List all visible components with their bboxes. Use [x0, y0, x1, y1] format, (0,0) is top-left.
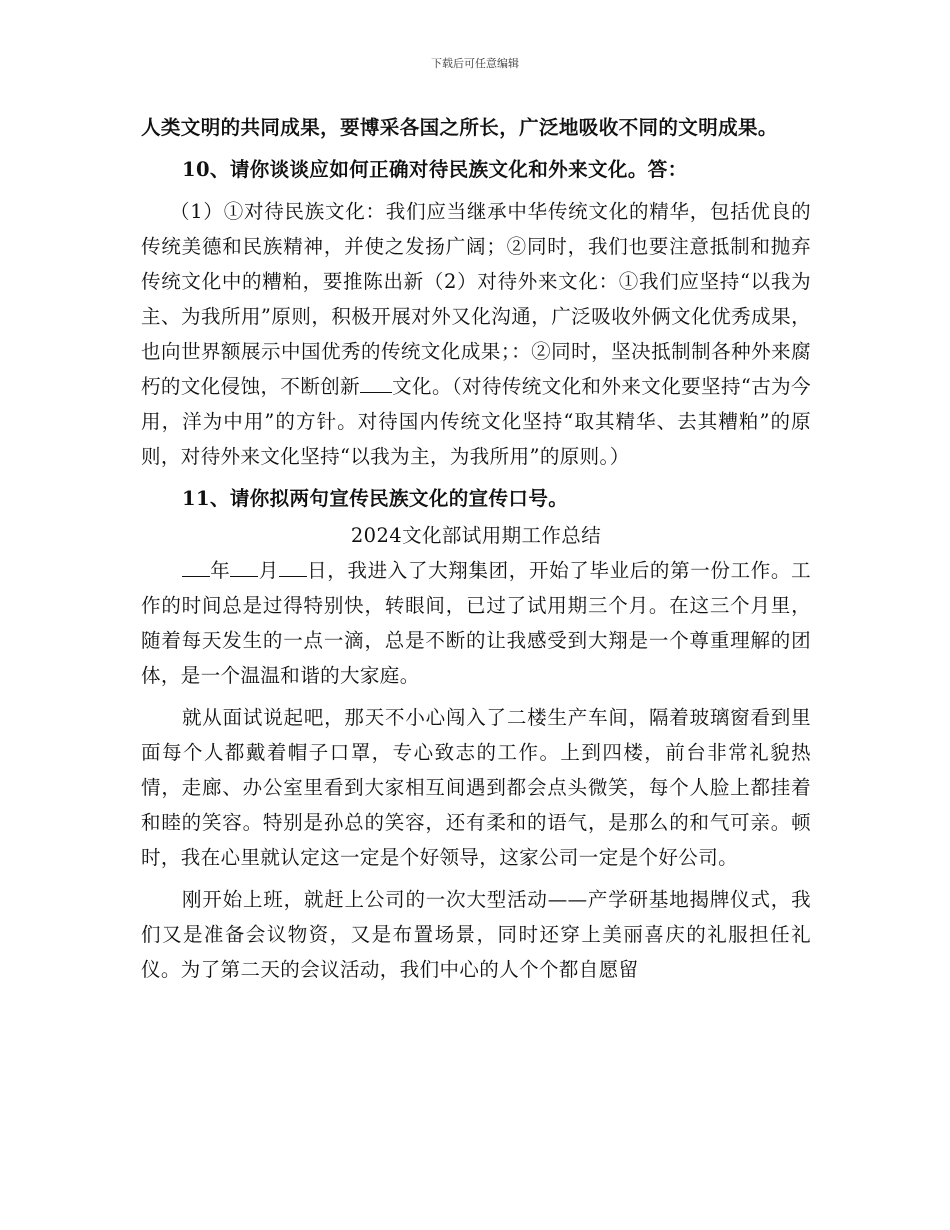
- month-label: 月: [258, 559, 279, 582]
- summary-paragraph-1: [141, 553, 811, 693]
- fill-in-blank: [360, 391, 392, 393]
- day-blank: [279, 575, 307, 577]
- year-label: 年: [210, 559, 231, 582]
- year-blank: [182, 575, 210, 577]
- answer-10-text-part2: 文化。（对待传统文化和外来文化要坚持“古为今用，洋为中用”的方针。对待国内传统文化坚持“取其精华、去其糟粕”的原则，对待外来文化坚持“以我为主，为我所用”的原则。）: [141, 375, 811, 468]
- answer-10: [141, 194, 811, 474]
- summary-paragraph-3: 刚开始上班，就赶上公司的一次大型活动——产学研基地揭牌仪式，我们又是准备会议物资，又是布置场景，同时还穿上美丽喜庆的礼服担任礼仪。为了第二天的会议活动，我们中心的人个个都自愿留: [141, 888, 811, 981]
- summary-paragraph-1-text: 日，我进入了大翔集团，开始了毕业后的第一份工作。工作的时间总是过得特别快，转眼间，已过了试用期三个月。在这三个月里，随着每天发生的一点一滴，总是不断的让我感受到大翔是一个尊重理解的团体，是一个温温和谐的大家庭。: [141, 559, 811, 687]
- paragraph-intro: 人类文明的共同成果，要博采各国之所长，广泛地吸收不同的文明成果。: [141, 116, 778, 139]
- answer-10-text-part1: （1）①对待民族文化：我们应当继承中华传统文化的精华，包括优良的传统美德和民族精神，并使之发扬广阔；②同时，我们也要注意抵制和抛弃传统文化中的糟粕，要推陈出新（2）对待外来文化：①我们应坚持“以我为主、为我所用”原则，积极开展对外又化沟通，广泛吸收外俩文化优秀成果，也向世界额展示中国优秀的传统文化成果；：②同时，坚决抵制制各种外来腐朽的文化侵蚀，不断创新: [141, 200, 811, 398]
- document-body: [141, 110, 811, 987]
- document-title: 2024文化部试用期工作总结: [350, 524, 602, 547]
- page-header: 下载后可任意编辑: [431, 57, 519, 70]
- month-blank: [230, 575, 258, 577]
- question-11: 11、请你拟两句宣传民族文化的宣传口号。: [182, 487, 569, 510]
- question-10: 10、请你谈谈应如何正确对待民族文化和外来文化。答：: [182, 158, 688, 181]
- summary-paragraph-2: 就从面试说起吧，那天不小心闯入了二楼生产车间，隔着玻璃窗看到里面每个人都戴着帽子口罩，专心致志的工作。上到四楼，前台非常礼貌热情，走廊、办公室里看到大家相互间遇到都会点头微笑，每个人脸上都挂着和睦的笑容。特别是孙总的笑容，还有柔和的语气，是那么的和气可亲。顿时，我在心里就认定这一定是个好领导，这家公司一定是个好公司。: [141, 706, 811, 869]
